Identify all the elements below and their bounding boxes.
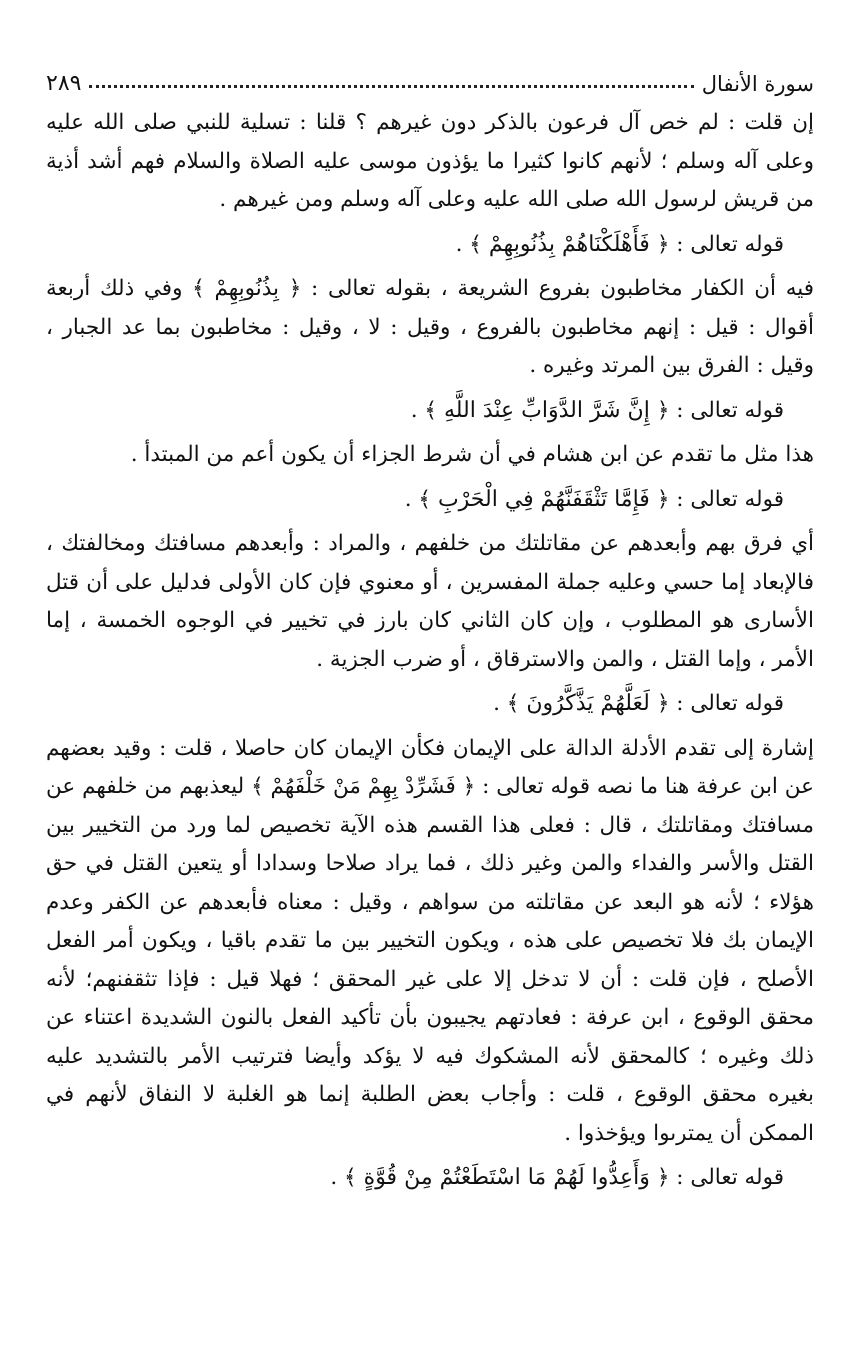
- verse-heading: [46, 685, 784, 724]
- verse-suffix: ﴾ .: [493, 691, 520, 716]
- paragraph: فيه أن الكفار مخاطبون بفروع الشريعة ، بقوله تعالى : ﴿ بِذُنُوبِهِمْ ﴾ وفي ذلك أربعة أقوال : قيل : إنهم مخاطبون بالفروع ، وقيل : لا ، وقيل : مخاطبون بما عد الجبار ، وقيل : الفرق بين المرتد وغيره .: [46, 276, 814, 378]
- quran-text: فَإِمَّا تَثْقَفَنَّهُمْ فِي الْحَرْبِ: [430, 486, 657, 512]
- verse-prefix: قوله تعالى : ﴿: [656, 486, 784, 512]
- verse-suffix: ﴾ .: [330, 1165, 357, 1190]
- quran-text: وَأَعِدُّوا لَهُمْ مَا اسْتَطَعْتُمْ مِنْ قُوَّةٍ: [356, 1165, 657, 1190]
- quran-text: إِنَّ شَرَّ الدَّوَابِّ عِنْدَ اللَّهِ: [436, 397, 657, 423]
- page-header: [46, 62, 814, 96]
- verse-prefix: قوله تعالى : ﴿: [656, 1165, 784, 1190]
- paragraph: أي فرق بهم وأبعدهم عن مقاتلتك من خلفهم ، والمراد : وأبعدهم مسافتك ومخالفتك ، فالإبعاد إما حسي وعليه جملة المفسرين ، أو معنوي فإن كان الأولى فدليل على أن قتل الأسارى هو المطلوب ، وإن كان الثاني كان بارز في تخيير في الوجوه الخمسة ، إما الأمر ، وإما القتل ، والمن والاسترقاق ، أو ضرب الجزية .: [46, 531, 814, 672]
- verse-heading: [46, 1159, 784, 1198]
- verse-heading: [46, 481, 784, 520]
- quran-text: لَعَلَّهُمْ يَذَّكَّرُونَ: [519, 691, 657, 716]
- verse-suffix: ﴾ .: [404, 486, 431, 512]
- surah-title: سورة الأنفال: [701, 72, 814, 96]
- verse-suffix: ﴾ .: [455, 231, 482, 257]
- verse-heading: [46, 226, 784, 265]
- verse-prefix: قوله تعالى : ﴿: [656, 397, 784, 423]
- header-dotted-rule: [89, 85, 693, 88]
- verse-heading: [46, 392, 784, 431]
- paragraph: إشارة إلى تقدم الأدلة الدالة على الإيمان فكأن الإيمان كان حاصلا ، قلت : وقيد بعضهم عن ابن عرفة هنا ما نصه قوله تعالى : ﴿ فَشَرِّدْ بِهِمْ مَنْ خَلْفَهُمْ ﴾ ليعذبهم من خلفهم عن مسافتك ومقاتلتك ، قال : فعلى هذا القسم هذه الآية تخصيص لما ورد من التخيير بين القتل والأسر والفداء والمن وغير ذلك ، فما يراد صلاحا وسدادا أو يتعين القتل في حق هؤلاء ؛ لأنه هو البعد عن مقاتلته من سواهم ، وقيل : معناه فأبعدهم عن الكفر وعدم الإيمان بك فلا تخصيص على هذه ، ويكون التخيير بين ما تقدم باقيا ، ويكون أمر الفعل الأصلح ، فإن قلت : أن لا تدخل إلا على غير المحقق ؛ فهلا قيل : فإذا تثقفنهم؛ لأنه محقق الوقوع ، ابن عرفة : فعادتهم يجيبون بأن تأكيد الفعل بالنون الشديدة اعتناء عن ذلك وغيره ؛ كالمحقق لأنه المشكوك فيه لا يؤكد وأيضا فترتيب الأمر بالتشديد عليه بغيره محقق الوقوع ، قلت : وأجاب بعض الطلبة إنما هو الغلبة لا النفاق لأنهم في الممكن أن يمترىوا ويؤخذوا .: [46, 735, 814, 1146]
- page-body: [46, 104, 814, 1198]
- page-number: ٢٨٩: [46, 71, 82, 96]
- paragraph: هذا مثل ما تقدم عن ابن هشام في أن شرط الجزاء أن يكون أعم من المبتدأ .: [130, 442, 814, 467]
- verse-prefix: قوله تعالى : ﴿: [656, 231, 784, 257]
- verse-prefix: قوله تعالى : ﴿: [656, 691, 784, 716]
- verse-suffix: ﴾ .: [410, 397, 437, 423]
- quran-text: فَأَهْلَكْنَاهُمْ بِذُنُوبِهِمْ: [481, 231, 657, 257]
- paragraph: إن قلت : لم خص آل فرعون بالذكر دون غيرهم ؟ قلنا : تسلية للنبي صلى الله عليه وعلى آله وسلم ؛ لأنهم كانوا كثيرا ما يؤذون موسى عليه الصلاة والسلام فهم أشد أذية من قريش لرسول الله صلى الله عليه وعلى آله وسلم ومن غيرهم .: [46, 110, 814, 212]
